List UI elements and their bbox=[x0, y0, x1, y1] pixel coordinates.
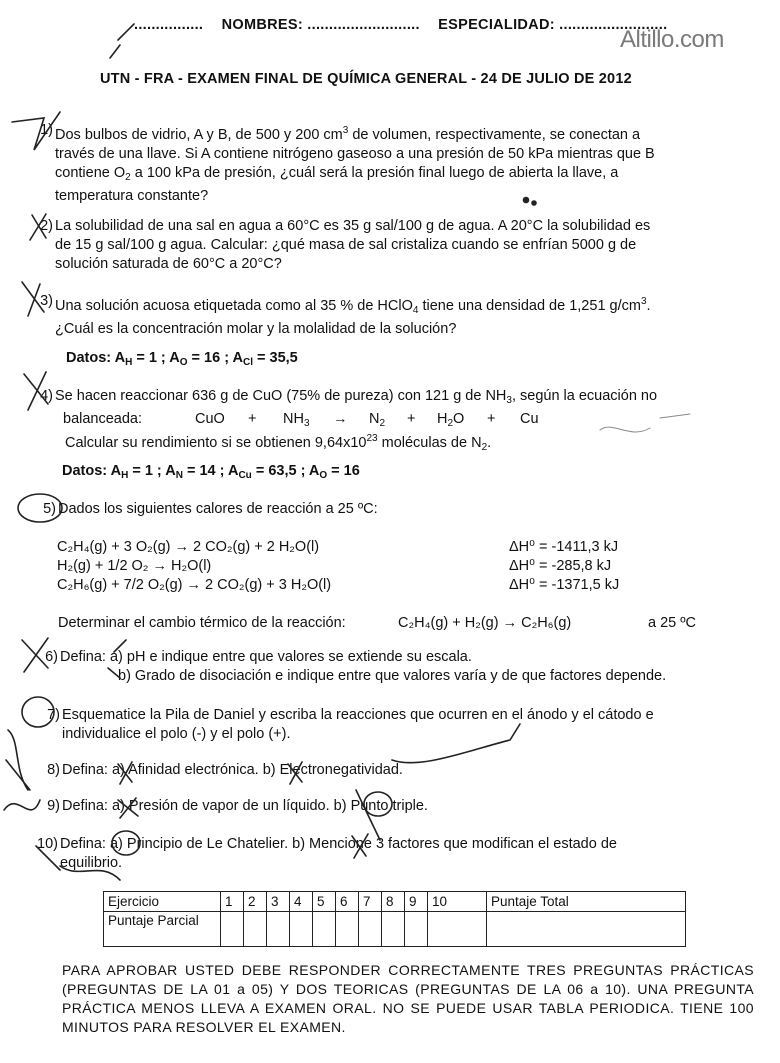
watermark-logo: Altillo.com bbox=[620, 26, 724, 53]
q5-intro: Dados los siguientes calores de reacción a 25 ºC: bbox=[58, 501, 378, 517]
table-cell: Puntaje Total bbox=[487, 892, 686, 912]
exam-instructions: PARA APROBAR USTED DEBE RESPONDER CORRECTAMENTE TRES PREGUNTAS PRÁCTICAS (PREGUNTAS DE LA 01 a 05) Y DOS TEORICAS (PREGUNTAS DE LA 06 a 10). UNA PREGUNTA PRÁCTICA MENOS LLEVA A EXAMEN ORAL. NO SE PUEDE USAR TABLA PERIODICA. TIENE 100 MINUTOS PARA RESOLVER EL EXAMEN. bbox=[62, 962, 754, 1035]
table-cell: 5 bbox=[313, 892, 336, 912]
q4-line-3: Calcular su rendimiento si se obtienen $9,64x10^{23}$ moléculas de $N_2$. bbox=[65, 433, 492, 453]
score-cell[interactable] bbox=[313, 912, 336, 947]
q7-line-1: Esquematice la Pila de Daniel y escriba la reacciones que ocurren en el ánodo y el cátodo e bbox=[62, 707, 654, 723]
q4-equation: balanceada: CuO + $NH_3$ → $N_2$ + $H_2O$ + Cu bbox=[63, 411, 539, 429]
score-cell[interactable] bbox=[221, 912, 244, 947]
table-cell: 3 bbox=[267, 892, 290, 912]
table-cell: 7 bbox=[359, 892, 382, 912]
question-5 bbox=[43, 500, 766, 519]
question-number: 9) bbox=[47, 798, 60, 814]
table-row bbox=[104, 912, 686, 947]
table-cell: Puntaje Parcial bbox=[104, 912, 221, 947]
question-number: 10) bbox=[37, 836, 58, 852]
q1-line-4: temperatura constante? bbox=[55, 188, 209, 204]
q10-line-2: equilibrio. bbox=[60, 855, 123, 871]
score-cell[interactable] bbox=[382, 912, 405, 947]
question-number: 1) bbox=[40, 122, 53, 138]
q10-line-1: Defina: a) Principio de Le Chatelier. b) Mencione 3 factores que modifican el estado de bbox=[60, 836, 617, 852]
score-cell[interactable] bbox=[359, 912, 382, 947]
question-7 bbox=[47, 706, 762, 744]
table-cell: 10 bbox=[428, 892, 487, 912]
score-cell[interactable] bbox=[405, 912, 428, 947]
question-9 bbox=[47, 797, 770, 816]
q3-datos: Datos: $A_H = 1$ ; $A_O = 16$ ; $A_{Cl} = 35,5$ bbox=[66, 350, 298, 368]
q2-line-1: La solubilidad de una sal en agua a 60°C es 35 g sal/100 g de agua. A 20°C la solubilidad es bbox=[55, 218, 651, 234]
table-cell: 9 bbox=[405, 892, 428, 912]
question-number: 2) bbox=[40, 218, 53, 234]
table-cell: 8 bbox=[382, 892, 405, 912]
question-4 bbox=[40, 387, 763, 457]
score-cell[interactable] bbox=[267, 912, 290, 947]
score-table bbox=[103, 891, 686, 947]
question-2 bbox=[40, 217, 763, 274]
q5-determine: Determinar el cambio térmico de la reacción: C₂H₄(g) + H₂(g) → C₂H₆(g) a 25 ºC bbox=[58, 615, 697, 631]
q6-line-1: Defina: a) pH e indique entre que valores se extiende su escala. bbox=[60, 649, 472, 665]
header-dots: ................ bbox=[134, 17, 204, 33]
score-total-cell[interactable] bbox=[487, 912, 686, 947]
question-number: 8) bbox=[47, 762, 60, 778]
especialidad-field: ESPECIALIDAD: ......................... bbox=[438, 17, 668, 33]
q5-reaction-3: C₂H₆(g) + 7/2 O₂(g) → 2 CO₂(g) + 3 H₂O(l) ΔH⁰ = -1371,5 kJ bbox=[57, 577, 620, 593]
q9-line-1: Defina: a) Presión de vapor de un líquido. b) Punto triple. bbox=[62, 798, 428, 814]
q1-line-3: contiene $O_2$ a 100 kPa de presión, ¿cuál será la presión final luego de abierta la llave, a bbox=[55, 165, 619, 183]
question-number: 6) bbox=[45, 649, 58, 665]
q7-line-2: individualice el polo (-) y el polo (+). bbox=[62, 726, 291, 742]
q1-line-2: través de una llave. Si A contiene nitrógeno gaseoso a una presión de 50 kPa mientras que B bbox=[55, 146, 655, 162]
q4-line-1: Se hacen reaccionar 636 g de CuO (75% de pureza) con 121 g de $NH_3$, según la ecuación no bbox=[55, 388, 658, 406]
question-1 bbox=[40, 121, 763, 206]
table-row bbox=[104, 892, 686, 912]
q5-reaction-1: C₂H₄(g) + 3 O₂(g) → 2 CO₂(g) + 2 H₂O(l) ΔH⁰ = -1411,3 kJ bbox=[57, 539, 619, 555]
q2-line-2: de 15 g sal/100 g agua. Calcular: ¿qué masa de sal cristaliza cuando se enfrían 5000 g de bbox=[55, 237, 637, 253]
table-cell: 2 bbox=[244, 892, 267, 912]
q4-datos: Datos: $A_H = 1$ ; $A_N = 14$ ; $A_{Cu} = 63,5$ ; $A_O = 16$ bbox=[62, 463, 360, 481]
q3-line-1: Una solución acuosa etiquetada como al 35 % de HClO$_4$ tiene una densidad de 1,251 $g/cm^3$. bbox=[55, 296, 651, 316]
pen-stroke bbox=[6, 730, 30, 790]
q2-line-3: solución saturada de 60°C a 20°C? bbox=[55, 256, 282, 272]
q1-line-1: Dos bulbos de vidrio, A y B, de 500 y 200 $cm^3$ de volumen, respectivamente, se conectan a bbox=[55, 125, 641, 143]
question-6 bbox=[45, 648, 768, 686]
score-cell[interactable] bbox=[244, 912, 267, 947]
question-number: 7) bbox=[47, 707, 60, 723]
nombres-field: NOMBRES: .......................... bbox=[221, 17, 420, 33]
question-number: 3) bbox=[40, 293, 53, 309]
table-cell: 6 bbox=[336, 892, 359, 912]
table-cell: 4 bbox=[290, 892, 313, 912]
question-number: 5) bbox=[43, 501, 56, 517]
score-cell[interactable] bbox=[336, 912, 359, 947]
question-number: 4) bbox=[40, 388, 53, 404]
question-10 bbox=[37, 835, 750, 873]
score-cell[interactable] bbox=[428, 912, 487, 947]
table-cell: 1 bbox=[221, 892, 244, 912]
q6-line-2: b) Grado de disociación e indique entre que valores varía y de que factores depende. bbox=[118, 668, 667, 684]
score-cell[interactable] bbox=[290, 912, 313, 947]
q3-line-2: ¿Cuál es la concentración molar y la molalidad de la solución? bbox=[55, 321, 457, 337]
exam-title: UTN - FRA - EXAMEN FINAL DE QUÍMICA GENERAL - 24 DE JULIO DE 2012 bbox=[100, 71, 632, 87]
q8-line-1: Defina: a) Afinidad electrónica. b) Electronegatividad. bbox=[62, 762, 403, 778]
question-3 bbox=[40, 292, 763, 339]
question-8 bbox=[47, 761, 770, 780]
q5-reaction-2: H₂(g) + 1/2 O₂ → H₂O(l) ΔH⁰ = -285,8 kJ bbox=[57, 558, 612, 574]
table-cell: Ejercicio bbox=[104, 892, 221, 912]
pen-stroke bbox=[110, 24, 134, 58]
